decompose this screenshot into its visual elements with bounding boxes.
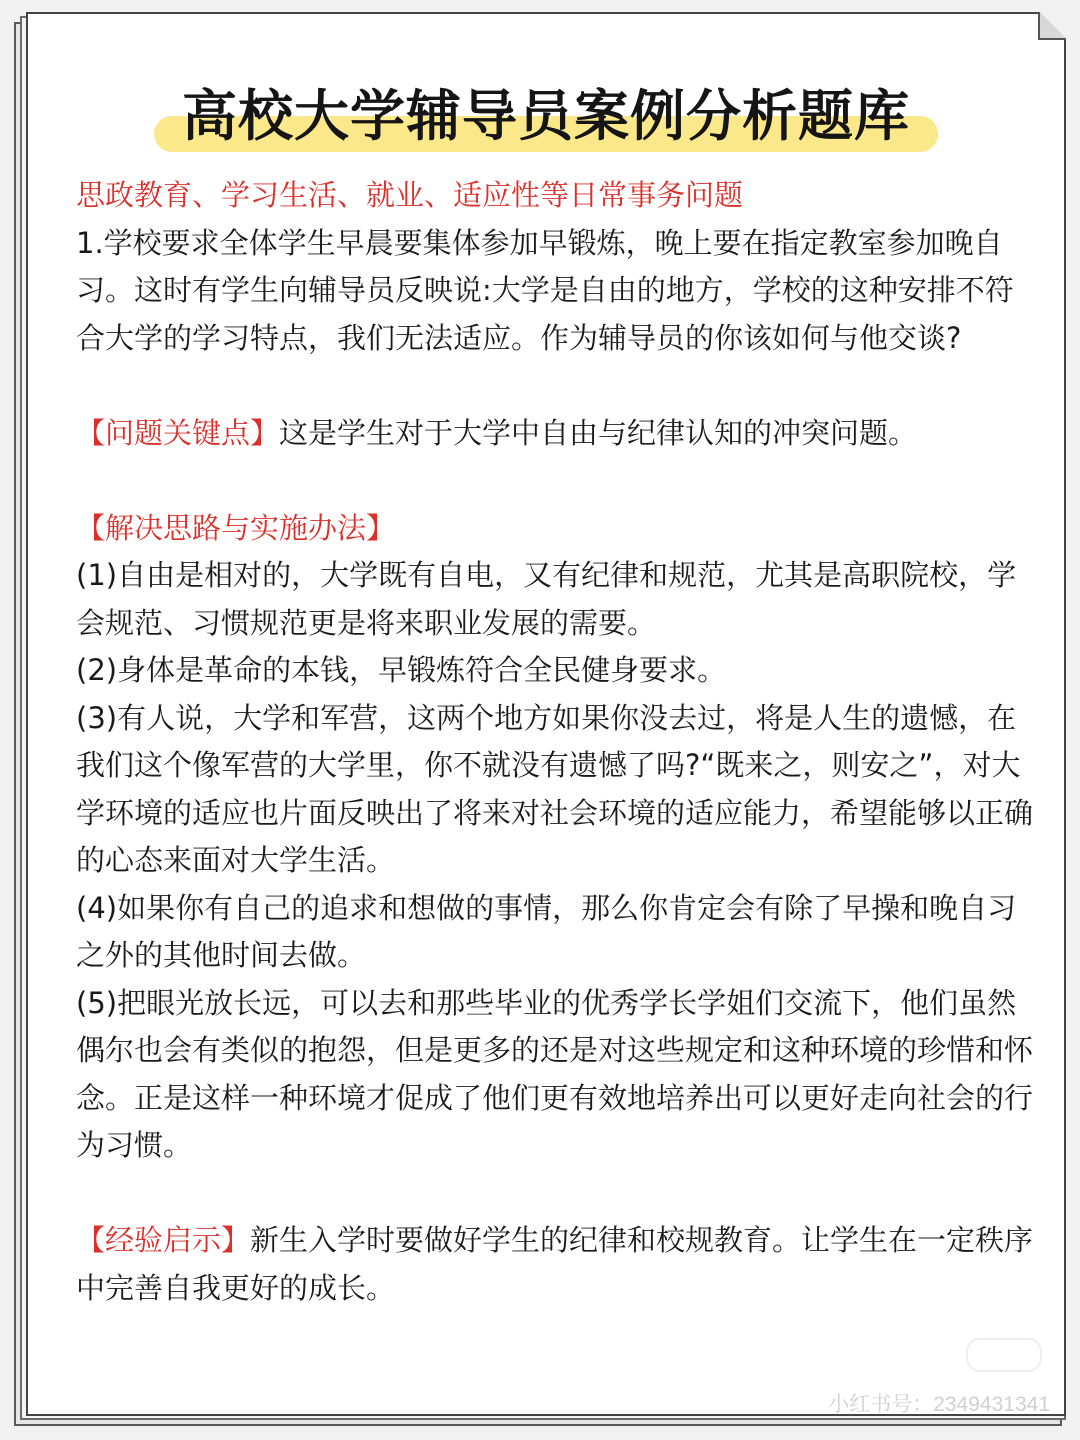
solution-item-4: (4)如果你有自己的追求和想做的事情，那么你肯定会有除了早操和晚自习之外的其他时间去做。 bbox=[76, 890, 1017, 972]
spacer bbox=[76, 457, 1036, 505]
solution-item-2: (2)身体是革命的本钱，早锻炼符合全民健身要求。 bbox=[76, 653, 727, 687]
solution-label: 【解决思路与实施办法】 bbox=[76, 510, 396, 545]
key-point-label: 【问题关键点】 bbox=[76, 415, 280, 450]
page-corner-fold bbox=[1038, 12, 1066, 40]
insight-paragraph bbox=[76, 1217, 1036, 1312]
solution-item-1: (1)自由是相对的，大学既有自电，又有纪律和规范，尤其是高职院校，学会规范、习惯规范更是将来职业发展的需要。 bbox=[76, 558, 1017, 640]
key-point-text: 这是学生对于大学中自由与纪律认知的冲突问题。 bbox=[279, 415, 918, 450]
insight-label: 【经验启示】 bbox=[76, 1223, 251, 1257]
case-question: 1.学校要求全体学生早晨要集体参加早锻炼，晚上要在指定教室参加晚自习。这时有学生向辅导员反映说:大学是自由的地方，学校的这种安排不符合大学的学习特点，我们无法适应。作为辅导员的你该如何与他交谈? bbox=[76, 225, 1014, 355]
solution-item-3: (3)有人说，大学和军营，这两个地方如果你没去过，将是人生的遗憾，在我们这个像军营的大学里，你不就没有遗憾了吗?“既来之，则安之”，对大学环境的适应也片面反映出了将来对社会环境的适应能力，希望能够以正确的心态来面对大学生活。 bbox=[76, 700, 1034, 877]
solution-item-5: (5)把眼光放长远，可以去和那些毕业的优秀学长学姐们交流下，他们虽然偶尔也会有类似的抱怨，但是更多的还是对这些规定和这种环境的珍惜和怀念。正是这样一种环境才促成了他们更有效地培养出可以更好走向社会的行为习惯。 bbox=[76, 985, 1034, 1162]
page-title-text: 高校大学辅导员案例分析题库 bbox=[181, 84, 910, 148]
watermark-text: 小红书号：2349431341 bbox=[828, 1393, 1050, 1416]
spacer bbox=[76, 1170, 1036, 1218]
insight-text: 新生入学时要做好学生的纪律和校规教育。让学生在一定秩序中完善自我更好的成长。 bbox=[76, 1223, 1034, 1305]
spacer bbox=[76, 362, 1036, 410]
watermark-logo-icon bbox=[966, 1338, 1042, 1372]
section-subtitle: 思政教育、学习生活、就业、适应性等日常事务问题 bbox=[76, 178, 744, 212]
key-point-paragraph bbox=[76, 410, 1036, 458]
page-title bbox=[154, 76, 938, 156]
title-area bbox=[28, 76, 1064, 156]
article-body bbox=[76, 172, 1036, 1312]
